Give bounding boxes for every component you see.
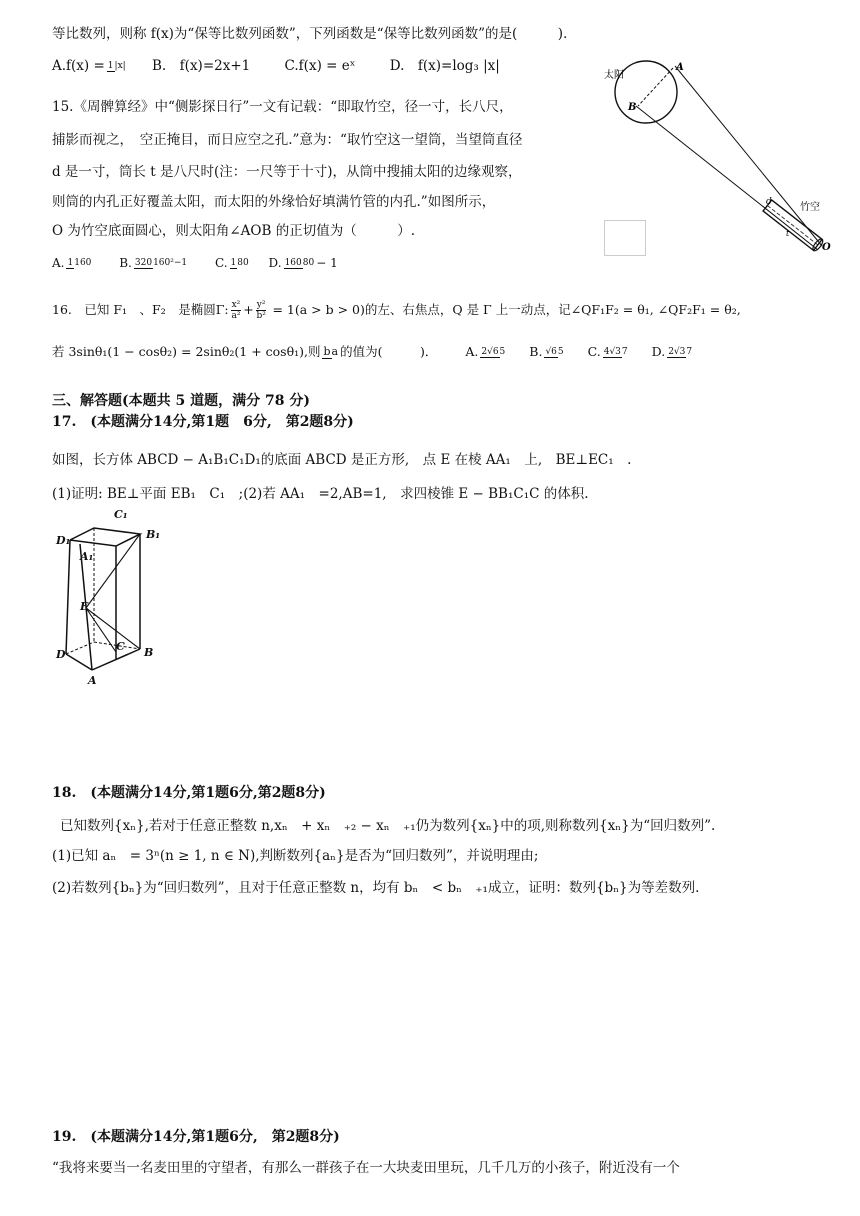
q17-title: 17. (本题满分14分,第1题 6分, 第2题8分) [52, 414, 354, 430]
label-a: A [88, 674, 97, 687]
label-c: C [116, 640, 125, 653]
q14-option-c: C.f(x) = eˣ [284, 58, 356, 74]
label-d1: D₁ [56, 534, 71, 547]
q14-option-a: A.f(x) =1|x| [52, 58, 126, 74]
section-3-title: 三、解答题(本题共 5 道题，满分 78 分) [52, 393, 310, 409]
q15-line-4: 则筒的内孔正好覆盖太阳，而太阳的外缘恰好填满竹管的内孔.”如图所示， [52, 194, 496, 210]
q16-option-b: B. √65 [529, 344, 564, 359]
blank-box [604, 220, 646, 256]
q16-line-1: 16. 已知 F₁ 、F₂ 是椭圆Γ: $\frac{\text{x²}}{\text{a²}}$ + $\frac{\text{y²}}{\text{b²}}$ = 1(a > b > 0)的左、右焦点，Q 是 Γ 上一动点，记∠QF₁F₂ = θ₁, ∠QF₂F₁ = θ₂, [52, 300, 741, 321]
top-face [70, 528, 140, 546]
q19-line-1: “我将来要当一名麦田里的守望者，有那么一群孩子在一大块麦田里玩，几千几万的小孩子，附近没有一个 [52, 1160, 680, 1176]
q14-options [52, 56, 500, 76]
q14-option-b: B. f(x)=2x+1 [151, 58, 251, 74]
point-a-label: A [676, 62, 684, 73]
q17-line-1: 如图，长方体 ABCD − A₁B₁C₁D₁的底面 ABCD 是正方形, 点 E 在棱 AA₁ 上, BE⊥EC₁ . [52, 452, 632, 468]
q18-line-2: (1)已知 aₙ = 3ⁿ(n ≥ 1, n ∈ N),判断数列{aₙ}是否为“回归数列”，并说明理由; [52, 848, 539, 864]
q16-option-a: A. 2√65 [465, 344, 506, 359]
q15-options [52, 253, 338, 273]
ray-b [636, 106, 818, 250]
q15-line-2: 捕影而视之， 空正掩目，而日应空之孔.”意为：“取竹空这一望筒，当望筒直径 [52, 132, 523, 148]
q17-line-2: (1)证明: BE⊥平面 EB₁ C₁ ;(2)若 AA₁ =2,AB=1, 求四棱锥 E − BB₁C₁C 的体积. [52, 486, 589, 502]
q15-option-c: C. 180 [214, 256, 249, 270]
segment-ec [86, 608, 116, 652]
point-o-label: O [822, 242, 831, 253]
sun-label: 太阳 [604, 70, 624, 81]
q14-option-d: D. f(x)=log₃ |x| [389, 58, 500, 74]
cuboid-figure [50, 504, 170, 689]
length-t-label: t [786, 229, 790, 238]
point-b-label: B [628, 102, 637, 113]
label-c1: C₁ [114, 508, 128, 521]
q16-option-d: D. 2√37 [651, 344, 693, 359]
q15-option-a: A. 1160 [52, 256, 92, 270]
q15-option-b: B. 320160²−1 [119, 256, 188, 270]
ray-a [675, 66, 822, 246]
q14-stem: 等比数列，则称 f(x)为“保等比数列函数”，下列函数是“保等比数列函数”的是( )． [52, 26, 577, 42]
q15-option-d: D. 16080− 1 [268, 256, 338, 270]
q15-line-1: 15.《周髀算经》中“侧影探日行”一文有记载：“即取竹空，径一寸，长八尺， [52, 99, 513, 115]
q15-line-5: O 为竹空底面圆心，则太阳角∠AOB 的正切值为（ ）. [52, 223, 415, 239]
q19-title: 19. (本题满分14分,第1题6分, 第2题8分) [52, 1129, 340, 1145]
label-d: D [56, 648, 66, 661]
q16-option-c: C. 4√37 [587, 344, 628, 359]
sun-diameter [638, 68, 673, 106]
q18-line-3: (2)若数列{bₙ}为“回归数列”，且对于任意正整数 n，均有 bₙ < bₙ ₊₁成立，证明：数列{bₙ}为等差数列. [52, 880, 700, 896]
diameter-d-label: d [766, 197, 772, 207]
q16-line-2: 若 3sinθ₁(1 − cosθ₂) = 2sinθ₂(1 + cosθ₁),则 ba 的值为( )． A. 2√65 B. √65 C. 4√37 D. 2√37 [52, 342, 694, 362]
q15-line-3: d 是一寸，筒长 t 是八尺时(注：一尺等于十寸)，从筒中搜捕太阳的边缘观察， [52, 164, 522, 180]
label-b: B [144, 646, 154, 659]
label-a1: A₁ [80, 550, 94, 563]
q18-line-1: 已知数列{xₙ},若对于任意正整数 n,xₙ + xₙ ₊₂ − xₙ ₊₁仍为数列{xₙ}中的项,则称数列{xₙ}为“回归数列”. [60, 818, 716, 834]
label-e: E [80, 600, 89, 613]
q18-title: 18. (本题满分14分,第1题6分,第2题8分) [52, 785, 326, 801]
tube-label: 竹空 [800, 202, 820, 213]
label-b1: B₁ [146, 528, 161, 541]
